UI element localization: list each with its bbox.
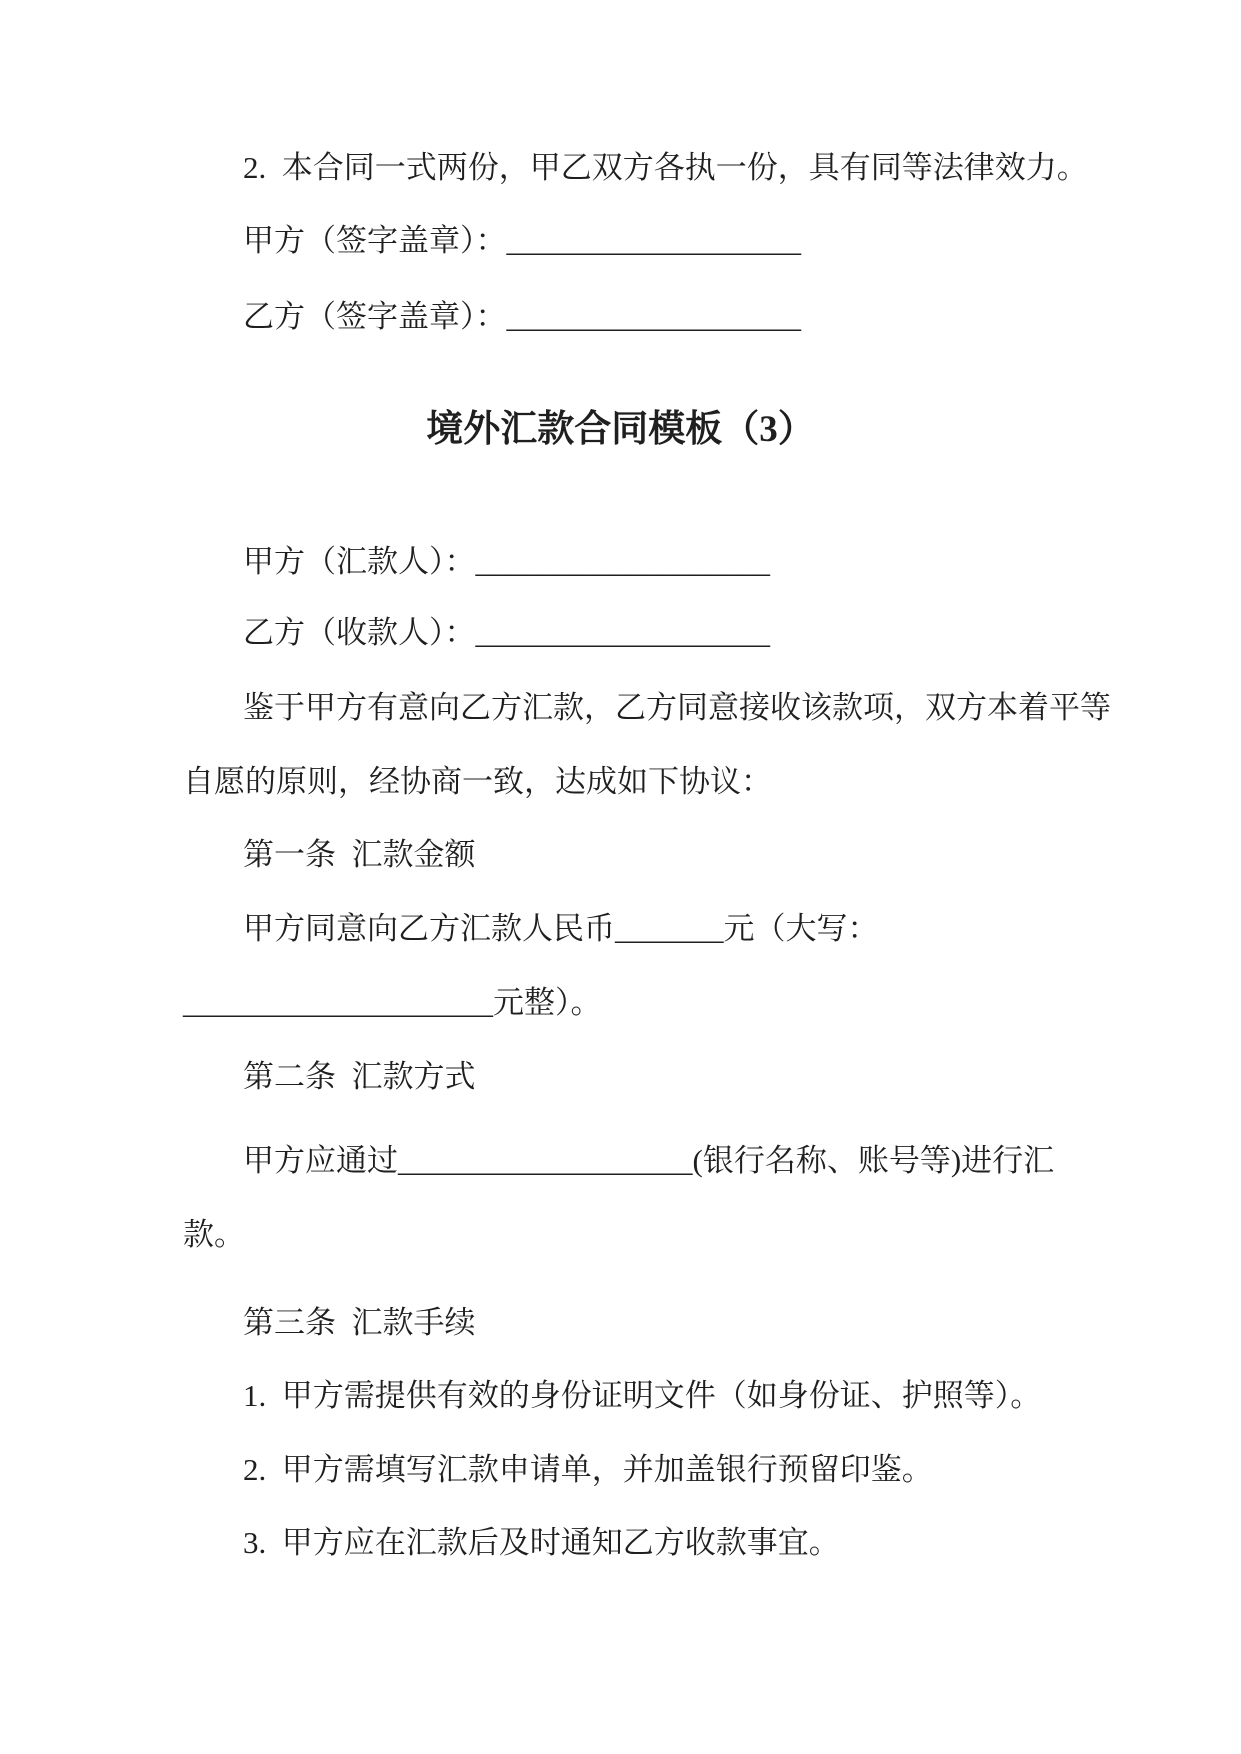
party-b-signature-line: 乙方（签字盖章）：___________________ <box>243 299 801 334</box>
article-2-body-line-2: 款。 <box>183 1217 245 1252</box>
article-2-body-line-1: 甲方应通过___________________(银行名称、账号等)进行汇 <box>243 1143 1055 1178</box>
party-b-payee-line: 乙方（收款人）：___________________ <box>243 615 770 650</box>
preamble-line-1: 鉴于甲方有意向乙方汇款，乙方同意接收该款项，双方本着平等 <box>243 690 1111 725</box>
preamble-line-2: 自愿的原则，经协商一致，达成如下协议： <box>183 764 772 799</box>
article-1-body-line-2: ____________________元整）。 <box>183 985 602 1020</box>
article-3-heading: 第三条 汇款手续 <box>243 1305 476 1340</box>
article-1-body-line-1: 甲方同意向乙方汇款人民币_______元（大写： <box>243 911 879 946</box>
closing-clause-item-2: 2. 本合同一式两份，甲乙双方各执一份，具有同等法律效力。 <box>243 150 1088 185</box>
article-1-heading: 第一条 汇款金额 <box>243 837 476 872</box>
article-3-item-1: 1. 甲方需提供有效的身份证明文件（如身份证、护照等）。 <box>243 1378 1042 1413</box>
article-3-item-3: 3. 甲方应在汇款后及时通知乙方收款事宜。 <box>243 1525 840 1560</box>
article-3-item-2: 2. 甲方需填写汇款申请单，并加盖银行预留印鉴。 <box>243 1452 933 1487</box>
party-a-signature-line: 甲方（签字盖章）：___________________ <box>243 223 801 258</box>
document-title: 境外汇款合同模板（3） <box>426 409 815 450</box>
party-a-remitter-line: 甲方（汇款人）：___________________ <box>243 544 770 579</box>
article-2-heading: 第二条 汇款方式 <box>243 1059 476 1094</box>
